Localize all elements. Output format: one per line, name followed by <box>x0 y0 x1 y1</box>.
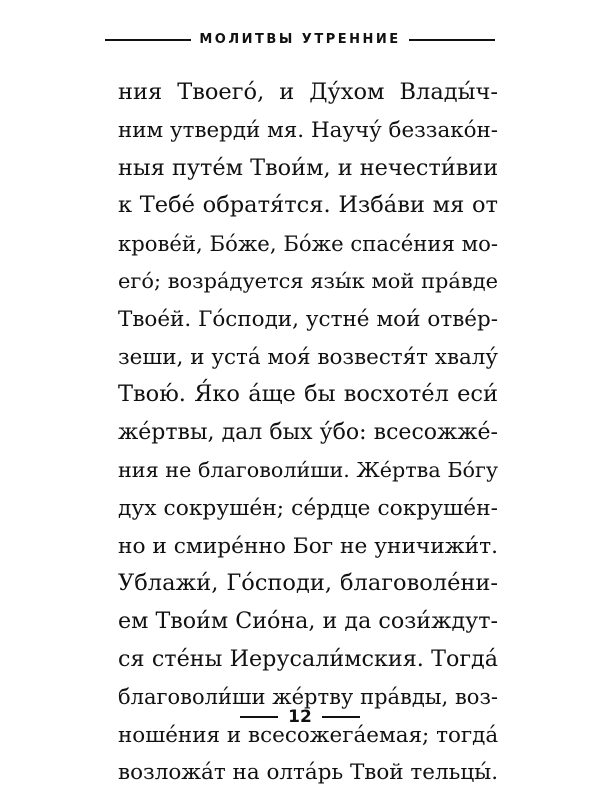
text-line: но и смире́нно Бог не уничижи́т. <box>118 533 498 559</box>
text-line: ния не благоволи́ши. Же́ртва Бо́гу <box>118 457 498 482</box>
page-number-footer <box>240 707 360 727</box>
text-line: Твое́й. Го́споди, устне́ мои́ отве́р- <box>118 306 498 332</box>
text-line: ния Твоего́, и Ду́хом Влады́ч- <box>118 79 498 105</box>
footer-rule-left <box>240 716 278 718</box>
text-line: крове́й, Бо́же, Бо́же спасе́ния мо- <box>118 231 498 257</box>
text-line: зеши, и уста́ моя́ возвестя́т хвалу́ <box>118 344 498 370</box>
text-line: же́ртвы, дал бых у́бо: всесожже́- <box>118 420 498 446</box>
footer-rule-right <box>322 716 360 718</box>
text-line: ныя путе́м Твои́м, и нечести́вии <box>118 154 499 181</box>
text-line: Твою́. Я́ко а́ще бы восхоте́л еси́ <box>118 381 498 408</box>
text-line: к Тебе́ обратя́тся. Изба́ви мя от <box>118 192 498 219</box>
running-header <box>105 32 495 47</box>
text-line: ся сте́ны Иерусали́мския. Тогда́ <box>118 645 498 672</box>
page-number: 12 <box>288 707 312 727</box>
text-line: ем Твои́м Сио́на, и да сози́ждут- <box>118 608 498 635</box>
text-line: благоволи́ши же́ртву пра́вды, воз- <box>118 684 498 709</box>
header-rule-right <box>409 39 495 41</box>
text-line: его́; возра́дуется язы́к мой пра́вде <box>118 268 498 293</box>
text-line: Ублажи́, Го́споди, благоволе́ни- <box>118 570 498 597</box>
prayer-text <box>118 74 498 792</box>
text-line: ним утверди́ мя. Научу́ беззако́н- <box>118 117 498 143</box>
text-line-last: возложа́т на олта́рь Твой тельцы́. <box>118 760 499 786</box>
running-title: МОЛИТВЫ УТРЕННИЕ <box>199 32 401 47</box>
header-rule-left <box>105 39 191 41</box>
text-line: дух сокруше́н; се́рдце сокруше́н- <box>118 495 498 521</box>
text-line: ноше́ния и всесожега́емая; тогда́ <box>118 722 499 748</box>
